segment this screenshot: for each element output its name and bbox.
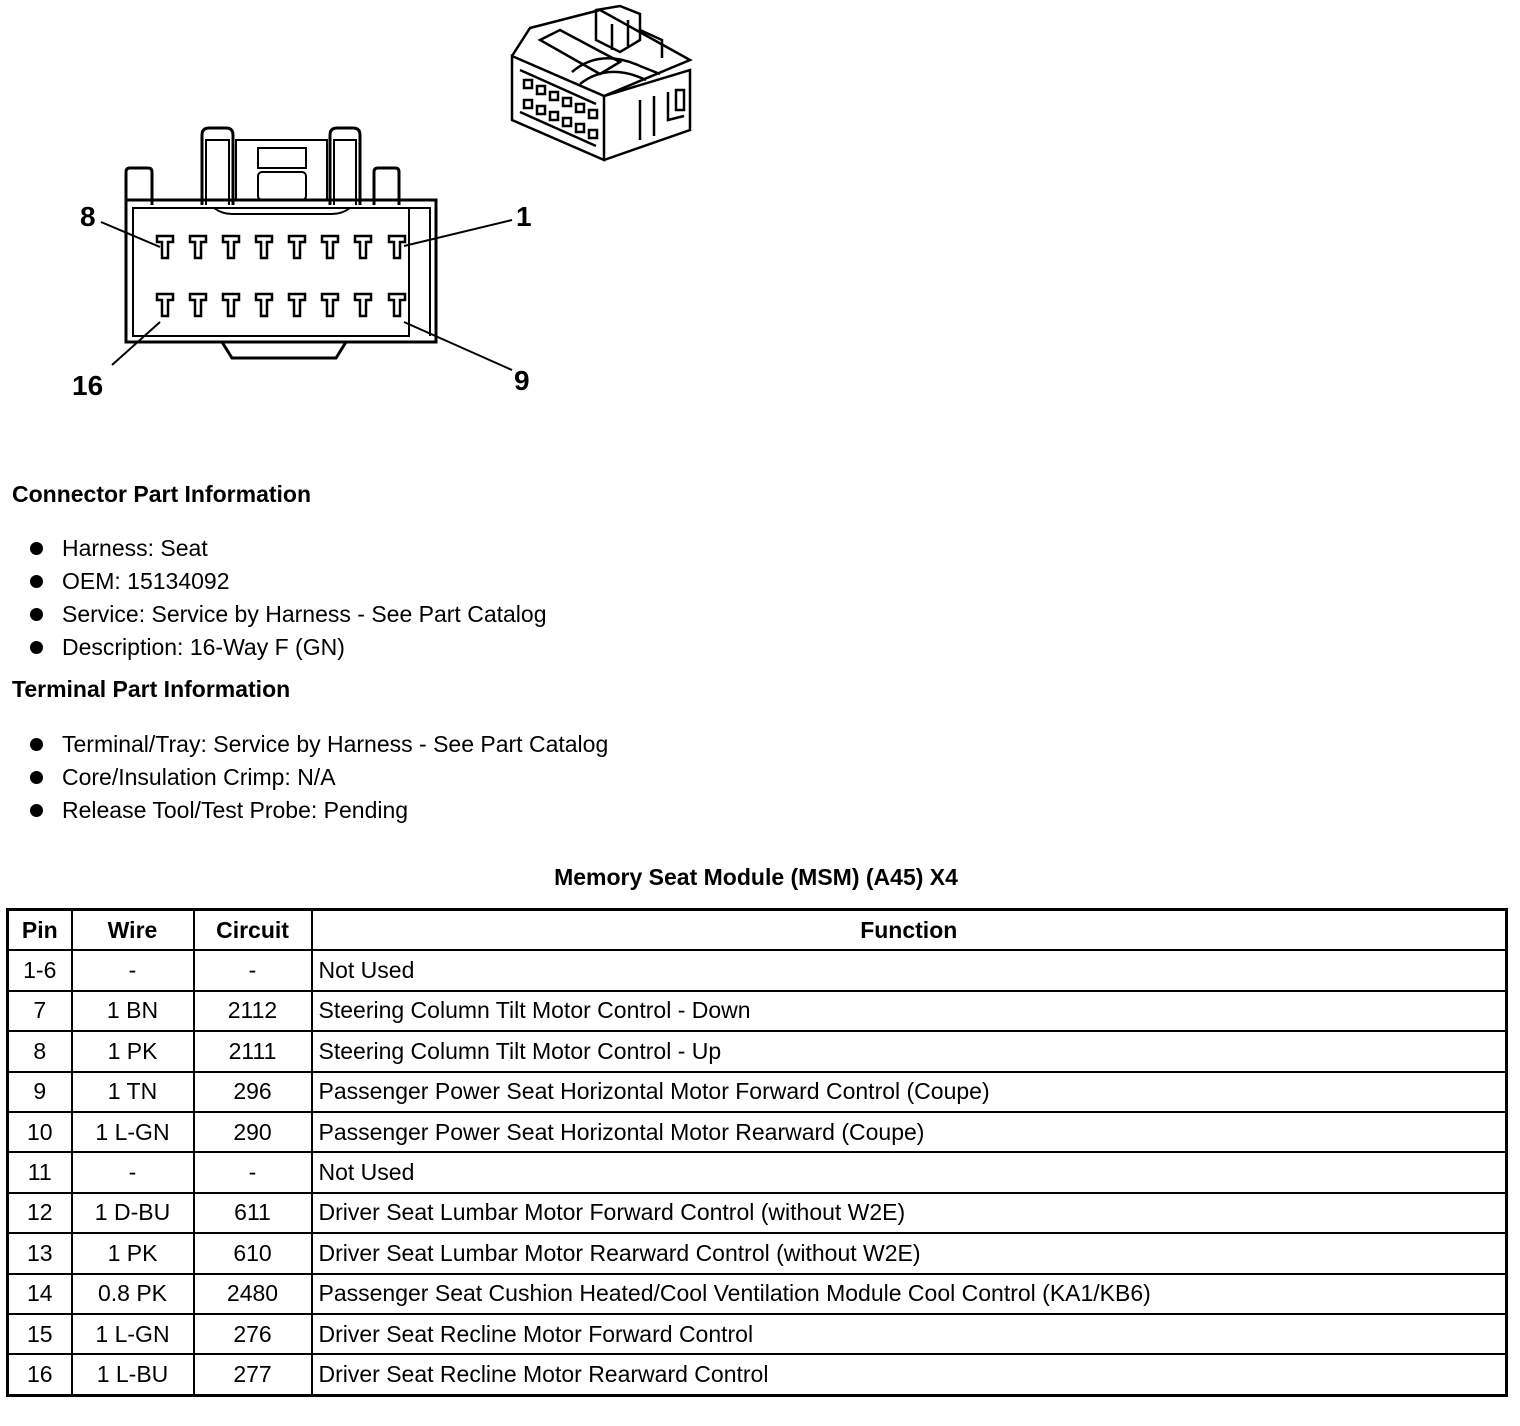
cell-wire: 1 BN [72,991,194,1031]
table-header-row [8,910,1507,951]
cell-wire: 1 D-BU [72,1193,194,1233]
cell-wire: 1 L-GN [72,1112,194,1152]
terminal-cavity-row-top [355,236,371,258]
cell-wire: 1 TN [72,1072,194,1112]
cell-wire: 1 L-BU [72,1354,194,1395]
list-item: OEM: 15134092 [30,565,546,598]
cell-function: Not Used [312,1152,1507,1192]
column-header-wire: Wire [72,910,194,951]
cell-function: Passenger Power Seat Horizontal Motor Forward Control (Coupe) [312,1072,1507,1112]
pin-table [6,908,1508,1397]
cell-function: Not Used [312,950,1507,990]
connector-pins [157,236,405,316]
terminal-cavity-row-bottom [322,294,338,316]
terminal-cavity-row-bottom [355,294,371,316]
cell-pin: 1-6 [8,950,72,990]
cell-pin: 15 [8,1314,72,1354]
cell-wire: 1 PK [72,1233,194,1273]
connector-info-heading: Connector Part Information [12,481,312,507]
table-row [8,1152,1507,1192]
cell-pin: 13 [8,1233,72,1273]
cell-pin: 14 [8,1274,72,1314]
cell-pin: 16 [8,1354,72,1395]
table-row [8,950,1507,990]
cell-function: Driver Seat Lumbar Motor Forward Control (without W2E) [312,1193,1507,1233]
cell-function: Passenger Seat Cushion Heated/Cool Ventilation Module Cool Control (KA1/KB6) [312,1274,1507,1314]
cell-function: Passenger Power Seat Horizontal Motor Rearward (Coupe) [312,1112,1507,1152]
cell-circuit: - [194,950,312,990]
list-item: Core/Insulation Crimp: N/A [30,761,608,794]
cell-wire: - [72,950,194,990]
cell-function: Driver Seat Recline Motor Rearward Control [312,1354,1507,1395]
cell-circuit: 290 [194,1112,312,1152]
connector-info-list [30,532,546,664]
terminal-cavity-row-bottom [289,294,305,316]
terminal-cavity-row-bottom [256,294,272,316]
cell-circuit: 276 [194,1314,312,1354]
table-row [8,1112,1507,1152]
table-row [8,1233,1507,1273]
pin-label-8: 8 [80,201,96,232]
list-item: Release Tool/Test Probe: Pending [30,794,608,827]
list-item: Description: 16-Way F (GN) [30,631,546,664]
cell-function: Driver Seat Lumbar Motor Rearward Control (without W2E) [312,1233,1507,1273]
cell-circuit: 277 [194,1354,312,1395]
table-row [8,991,1507,1031]
cell-wire: 0.8 PK [72,1274,194,1314]
cell-function: Steering Column Tilt Motor Control - Down [312,991,1507,1031]
pin-label-9: 9 [514,365,530,396]
table-row [8,1274,1507,1314]
terminal-cavity-row-top [289,236,305,258]
terminal-cavity-row-bottom [223,294,239,316]
terminal-cavity-row-bottom [389,294,405,316]
table-row [8,1314,1507,1354]
terminal-info-heading: Terminal Part Information [12,676,291,702]
column-header-function: Function [312,910,1507,951]
cell-circuit: 610 [194,1233,312,1273]
list-item: Harness: Seat [30,532,546,565]
list-item: Terminal/Tray: Service by Harness - See Part Catalog [30,728,608,761]
cell-function: Steering Column Tilt Motor Control - Up [312,1031,1507,1071]
cell-pin: 8 [8,1031,72,1071]
cell-wire: 1 PK [72,1031,194,1071]
column-header-pin: Pin [8,910,72,951]
table-row [8,1031,1507,1071]
cell-pin: 9 [8,1072,72,1112]
terminal-info-list [30,728,608,827]
cell-circuit: - [194,1152,312,1192]
pin-label-1: 1 [516,201,532,232]
terminal-cavity-row-top [256,236,272,258]
cell-circuit: 2111 [194,1031,312,1071]
terminal-cavity-row-top [190,236,206,258]
pin-label-16: 16 [72,370,104,401]
terminal-cavity-row-top [389,236,405,258]
terminal-cavity-row-top [322,236,338,258]
table-row [8,1072,1507,1112]
cell-circuit: 611 [194,1193,312,1233]
terminal-cavity-row-bottom [190,294,206,316]
cell-function: Driver Seat Recline Motor Forward Control [312,1314,1507,1354]
connector-isometric-icon [512,6,690,160]
table-row [8,1354,1507,1395]
cell-pin: 7 [8,991,72,1031]
cell-pin: 12 [8,1193,72,1233]
cell-pin: 10 [8,1112,72,1152]
cell-circuit: 2480 [194,1274,312,1314]
terminal-cavity-row-bottom [157,294,173,316]
column-header-circuit: Circuit [194,910,312,951]
list-item: Service: Service by Harness - See Part Catalog [30,598,546,631]
connector-diagram [0,0,760,420]
cell-circuit: 296 [194,1072,312,1112]
terminal-cavity-row-top [223,236,239,258]
cell-circuit: 2112 [194,991,312,1031]
cell-wire: 1 L-GN [72,1314,194,1354]
cell-wire: - [72,1152,194,1192]
cell-pin: 11 [8,1152,72,1192]
table-row [8,1193,1507,1233]
table-title: Memory Seat Module (MSM) (A45) X4 [554,864,958,890]
